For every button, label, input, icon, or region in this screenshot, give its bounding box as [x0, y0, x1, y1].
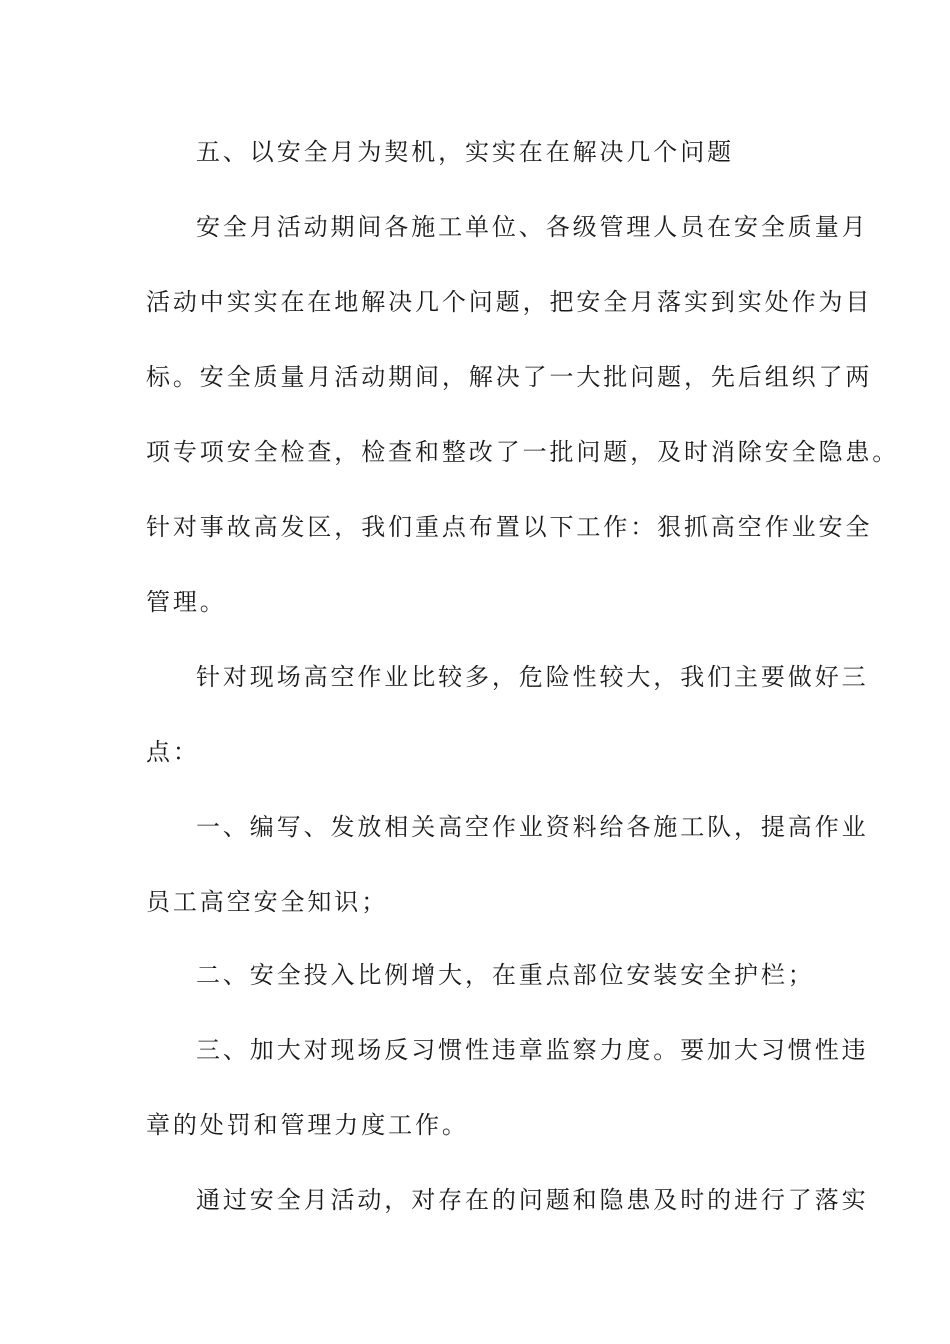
paragraph-line: 活动中实实在在地解决几个问题，把安全月落实到实处作为目: [146, 288, 873, 316]
section-heading: 五、以安全月为契机，实实在在解决几个问题: [196, 138, 734, 166]
paragraph-line: 项专项安全检查，检查和整改了一批问题，及时消除安全隐患。: [146, 438, 900, 466]
list-item-line: 员工高空安全知识；: [146, 888, 389, 916]
list-item-line: 二、安全投入比例增大，在重点部位安装安全护栏；: [196, 961, 815, 989]
paragraph-line: 管理。: [146, 588, 227, 616]
list-item-line: 三、加大对现场反习惯性违章监察力度。要加大习惯性违: [196, 1036, 869, 1064]
paragraph-line: 针对现场高空作业比较多，危险性较大，我们主要做好三: [196, 663, 869, 691]
paragraph-line: 标。安全质量月活动期间，解决了一大批问题，先后组织了两: [146, 363, 873, 391]
list-item-line: 章的处罚和管理力度工作。: [146, 1111, 469, 1139]
paragraph-line: 安全月活动期间各施工单位、各级管理人员在安全质量月: [196, 213, 869, 241]
paragraph-line: 针对事故高发区，我们重点布置以下工作：狠抓高空作业安全: [146, 513, 873, 541]
paragraph-line: 通过安全月活动，对存在的问题和隐患及时的进行了落实: [196, 1186, 869, 1214]
paragraph-line: 点：: [146, 738, 200, 766]
list-item-line: 一、编写、发放相关高空作业资料给各施工队，提高作业: [196, 813, 869, 841]
